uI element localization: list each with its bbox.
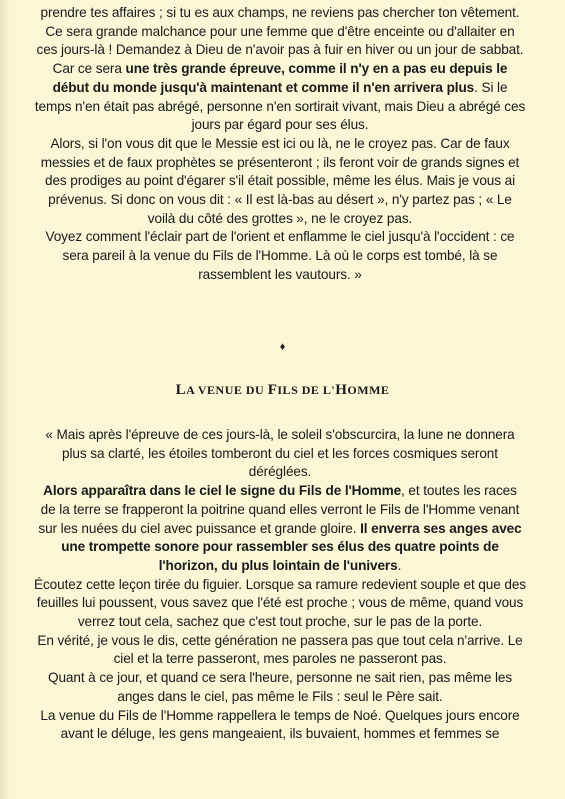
- text-span: Quant à ce jour, et quand ce sera l'heure, personne ne sait rien, pas même les: [47, 670, 513, 686]
- text-span: Voyez comment l'éclair part de l'orient et enflamme le ciel jusqu'à l'occident : ce: [45, 229, 515, 245]
- text-span: Alors, si l'on vous dit que le Messie est ici ou là, ne le croyez pas. Car de faux: [50, 135, 510, 151]
- bold-text-span: l'horizon, du plus lointain de l'univers: [158, 557, 398, 573]
- text-block-passage: [14, 4, 546, 285]
- bold-text-span: Il enverra ses anges avec: [360, 520, 522, 536]
- text-span: déréglées.: [248, 464, 312, 480]
- page-edge-shadow: [0, 0, 10, 799]
- text-span: , et toutes les races: [401, 483, 517, 499]
- text-span: de la terre se frapperont la poitrine quand elles verront le Fils de l'Homme venant: [40, 501, 520, 517]
- heading-text-part: OMME: [347, 383, 390, 397]
- text-line: [14, 576, 546, 595]
- text-span: avant le déluge, les gens mangeaient, ils buvaient, hommes et femmes se: [60, 726, 500, 742]
- text-span: sur les nuées du ciel avec puissance et grande gloire.: [38, 520, 361, 536]
- text-line: [14, 247, 546, 266]
- text-line: [14, 116, 546, 135]
- text-line: [14, 23, 546, 42]
- text-line: [14, 482, 546, 501]
- text-span: rassemblent les vautours. »: [198, 266, 362, 282]
- text-line: [14, 613, 546, 632]
- text-span: En vérité, je vous le dis, cette génération ne passera pas que tout cela n'arrive. Le: [37, 632, 523, 648]
- text-line: [14, 688, 546, 707]
- text-block-section: [14, 426, 546, 744]
- text-line: [14, 650, 546, 669]
- text-span: ces jours-là ! Demandez à Dieu de n'avoir pas à fuir en hiver ou un jour de sabbat.: [36, 42, 524, 58]
- ornament-diamond-icon: ♦: [279, 341, 286, 353]
- bold-text-span: Alors apparaîtra dans le ciel le signe du Fils de l'Homme: [43, 483, 402, 499]
- text-line: [14, 172, 546, 191]
- text-span: voilà du côté des grottes », ne le croyez pas.: [147, 210, 413, 226]
- text-span: Écoutez cette leçon tirée du figuier. Lorsque sa ramure redevient souple et que des: [34, 576, 526, 592]
- text-span: Car ce sera: [52, 61, 126, 77]
- heading-text-part: H: [335, 382, 348, 398]
- text-line: [14, 538, 546, 557]
- text-span: La venue du Fils de l'Homme rappellera le temps de Noé. Quelques jours encore: [40, 707, 520, 723]
- text-line: [14, 707, 546, 726]
- text-line: [14, 725, 546, 744]
- text-span: verrez tout cela, sachez que c'est tout proche, sur le pas de la porte.: [77, 614, 483, 630]
- text-line: [14, 463, 546, 482]
- text-span: prendre tes affaires ; si tu es aux champs, ne reviens pas chercher ton vêtement.: [40, 5, 520, 20]
- text-span: .: [397, 557, 402, 573]
- text-line: [14, 426, 546, 445]
- text-line: [14, 41, 546, 60]
- heading-text-part: F: [267, 382, 278, 398]
- heading-text-part: ILS DE L': [277, 383, 336, 397]
- text-span: feuilles lui poussent, vous savez que l'été est proche ; vous de même, quand vous: [36, 595, 524, 611]
- text-span: sera pareil à la venue du Fils de l'Homme. Là où le corps est tombé, là se: [62, 248, 498, 264]
- text-line: [14, 154, 546, 173]
- text-line: [14, 60, 546, 79]
- text-line: [14, 266, 546, 285]
- text-line: [14, 135, 546, 154]
- text-span: prévenus. Si donc on vous dit : « Il est là-bas au désert », n'y partez pas ; « Le: [48, 192, 512, 208]
- text-line: [14, 557, 546, 576]
- text-line: [14, 210, 546, 229]
- heading-text-part: A VENUE DU: [186, 383, 268, 397]
- text-span: jours par égard pour ses élus.: [191, 117, 369, 133]
- text-span: . Si le: [474, 79, 508, 95]
- text-line: [14, 594, 546, 613]
- text-span: Ce sera grande malchance pour une femme que d'être enceinte ou d'allaiter en: [45, 23, 515, 39]
- text-span: plus sa clarté, les étoiles tomberont du ciel et les forces cosmiques seront: [62, 445, 498, 461]
- text-span: « Mais après l'épreuve de ces jours-là, le soleil s'obscurcira, la lune ne donnera: [45, 427, 515, 442]
- text-line: [14, 79, 546, 98]
- text-line: [14, 669, 546, 688]
- text-line: [14, 191, 546, 210]
- text-span: messies et de faux prophètes se présenteront ; ils feront voir de grands signes et: [40, 154, 520, 170]
- text-span: des prodiges au point d'égarer s'il était possible, même les élus. Mais je vous ai: [45, 173, 515, 189]
- text-line: [14, 228, 546, 247]
- text-span: temps n'en était pas abrégé, personne n'en sortirait vivant, mais Dieu a abrégé ces: [34, 98, 526, 114]
- text-line: [14, 632, 546, 651]
- text-line: [14, 501, 546, 520]
- bold-text-span: début du monde jusqu'à maintenant et comme il n'en arrivera plus: [52, 79, 475, 95]
- text-line: [14, 520, 546, 539]
- heading-text-part: L: [175, 382, 187, 398]
- bold-text-span: une trompette sonore pour rassembler ses élus des quatre points de: [61, 539, 499, 555]
- section-heading: [0, 382, 565, 399]
- text-line: [14, 445, 546, 464]
- text-line: [14, 98, 546, 117]
- text-span: anges dans le ciel, pas même le Fils : seul le Père sait.: [117, 688, 443, 704]
- text-span: ciel et la terre passeront, mes paroles ne passeront pas.: [113, 651, 447, 667]
- text-line: [14, 4, 546, 23]
- bold-text-span: une très grande épreuve, comme il n'y en a pas eu depuis le: [125, 61, 508, 77]
